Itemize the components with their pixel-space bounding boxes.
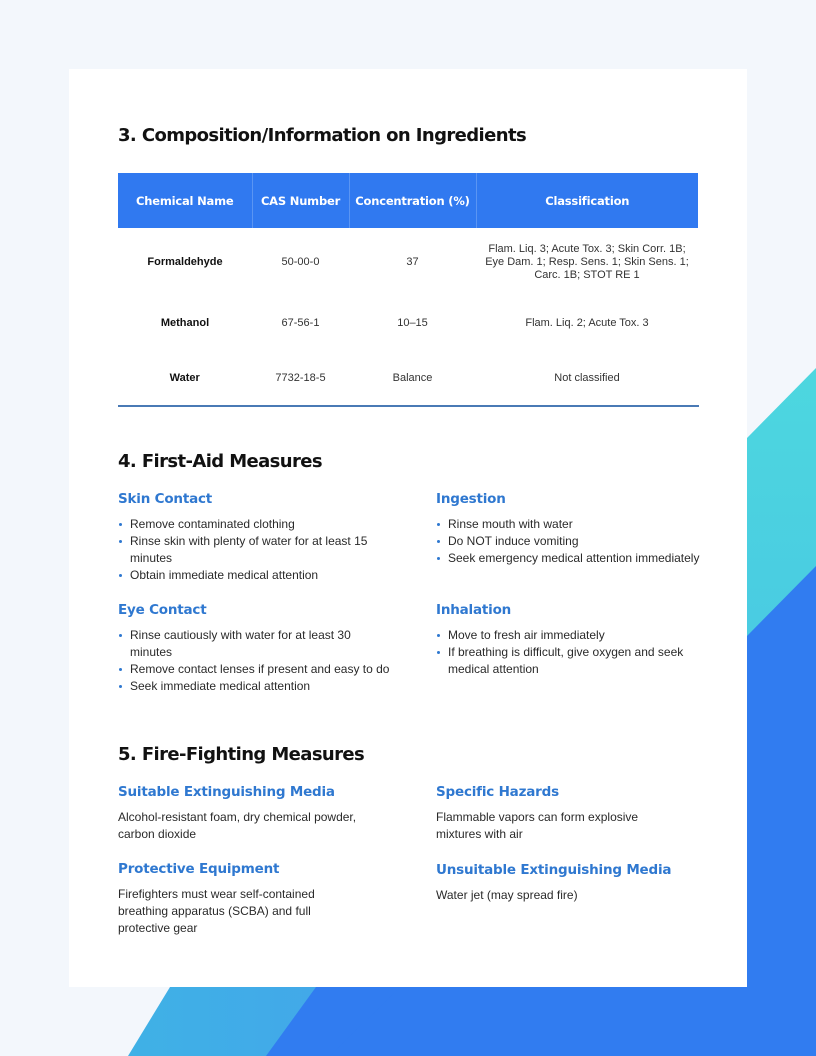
list-item: Seek immediate medical attention xyxy=(118,678,393,695)
table-row xyxy=(118,228,698,296)
suitable-media-heading: Suitable Extinguishing Media xyxy=(118,784,335,800)
inhalation-heading: Inhalation xyxy=(436,602,512,618)
ingestion-list xyxy=(436,516,711,567)
cell-chemical-name: Water xyxy=(118,351,252,406)
inhalation-list xyxy=(436,627,711,678)
unsuitable-media-block xyxy=(436,862,711,904)
cell-concentration: 37 xyxy=(406,255,419,268)
list-item: Do NOT induce vomiting xyxy=(436,533,711,550)
cell-cas-number: 67-56-1 xyxy=(281,317,320,329)
eye-contact-block xyxy=(118,602,393,695)
table-row xyxy=(118,351,698,406)
list-item: Rinse mouth with water xyxy=(436,516,711,533)
eye-contact-list xyxy=(118,627,393,695)
cell-concentration: Balance xyxy=(349,351,476,406)
skin-contact-block xyxy=(118,491,393,584)
header-classification: Classification xyxy=(476,173,698,228)
ingestion-heading: Ingestion xyxy=(436,491,506,507)
skin-contact-list xyxy=(118,516,393,584)
ingestion-block xyxy=(436,491,711,567)
suitable-media-text: Alcohol-resistant foam, dry chemical powder, carbon dioxide xyxy=(118,810,357,841)
cell-classification: Flam. Liq. 3; Acute Tox. 3; Skin Corr. 1B; Eye Dam. 1; Resp. Sens. 1; Skin Sens. 1; Carc. 1B; STOT RE 1 xyxy=(485,242,689,281)
document-page xyxy=(69,69,747,987)
unsuitable-media-heading: Unsuitable Extinguishing Media xyxy=(436,862,672,878)
protective-equipment-text: Firefighters must wear self-contained breathing apparatus (SCBA) and full protective gear xyxy=(118,887,315,935)
list-item: Seek emergency medical attention immediately xyxy=(436,550,711,567)
specific-hazards-block xyxy=(436,784,711,843)
cell-cas-number: 7732-18-5 xyxy=(252,351,349,406)
section-4-title: 4. First-Aid Measures xyxy=(118,451,323,472)
composition-table xyxy=(118,173,698,407)
header-cas-number: CAS Number xyxy=(252,173,349,228)
list-item: Rinse cautiously with water for at least 30 minutes xyxy=(118,627,393,661)
list-item: Rinse skin with plenty of water for at least 15 minutes xyxy=(118,533,393,567)
specific-hazards-heading: Specific Hazards xyxy=(436,784,559,800)
list-item: Move to fresh air immediately xyxy=(436,627,711,644)
cell-cas-number: 50-00-0 xyxy=(281,255,320,268)
eye-contact-heading: Eye Contact xyxy=(118,602,207,618)
skin-contact-heading: Skin Contact xyxy=(118,491,213,507)
header-chemical-name: Chemical Name xyxy=(118,173,252,228)
list-item: If breathing is difficult, give oxygen and seek medical attention xyxy=(436,644,711,678)
header-concentration: Concentration (%) xyxy=(349,173,476,228)
unsuitable-media-text: Water jet (may spread fire) xyxy=(436,888,578,902)
section-3-title: 3. Composition/Information on Ingredients xyxy=(118,125,527,146)
cell-concentration: 10–15 xyxy=(397,317,428,329)
table-row xyxy=(118,296,698,351)
list-item: Remove contaminated clothing xyxy=(118,516,393,533)
list-item: Remove contact lenses if present and easy to do xyxy=(118,661,393,678)
cell-classification: Flam. Liq. 2; Acute Tox. 3 xyxy=(525,317,649,329)
cell-chemical-name: Formaldehyde xyxy=(147,255,223,268)
table-header-row xyxy=(118,173,698,228)
suitable-media-block xyxy=(118,784,393,843)
cell-chemical-name: Methanol xyxy=(160,317,210,329)
section-5-title: 5. Fire-Fighting Measures xyxy=(118,744,365,765)
list-item: Obtain immediate medical attention xyxy=(118,567,393,584)
specific-hazards-text: Flammable vapors can form explosive mixtures with air xyxy=(436,810,639,841)
cell-classification: Not classified xyxy=(476,351,698,406)
inhalation-block xyxy=(436,602,711,678)
protective-equipment-heading: Protective Equipment xyxy=(118,861,280,877)
protective-equipment-block xyxy=(118,861,393,937)
